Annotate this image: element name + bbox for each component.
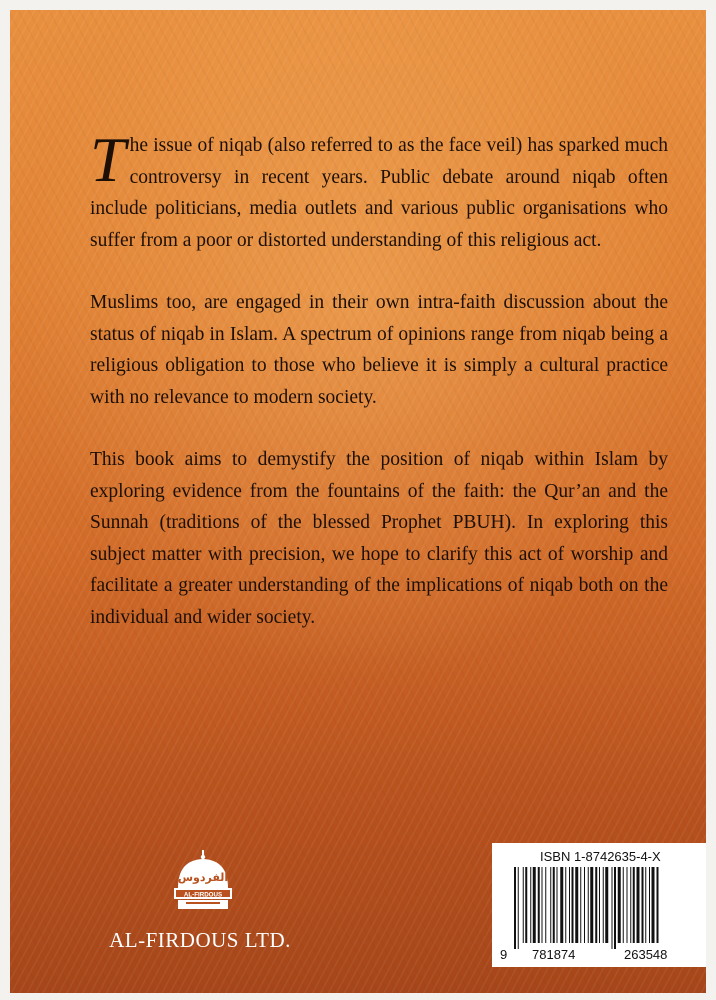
barcode-bar bbox=[652, 867, 655, 943]
barcode-bar bbox=[612, 867, 613, 949]
barcode-lead-digit: 9 bbox=[500, 947, 508, 962]
book-back-cover bbox=[10, 10, 706, 993]
barcode-bar bbox=[599, 867, 600, 943]
barcode-bar bbox=[645, 867, 646, 943]
barcode-bars bbox=[492, 843, 706, 967]
publisher-logo bbox=[168, 848, 238, 918]
barcode-bar bbox=[538, 867, 540, 943]
blurb-paragraph-1 bbox=[90, 124, 668, 256]
isbn-label: ISBN 1-8742635-4-X bbox=[540, 849, 661, 864]
publisher-block bbox=[72, 848, 328, 968]
barcode-bar bbox=[642, 867, 644, 943]
barcode-bar bbox=[565, 867, 566, 943]
isbn-barcode bbox=[492, 843, 706, 967]
barcode-bar bbox=[584, 867, 585, 943]
barcode-bar bbox=[523, 867, 524, 943]
blurb-paragraph-2: Muslims too, are engaged in their own intra-faith discussion about the status of niqab in Islam. A spectrum of opinions range from niqab being a religious obligation to those who believe it is simply a cultural practice with no relevance to modern society. bbox=[90, 292, 668, 408]
barcode-bar bbox=[572, 867, 574, 943]
barcode-right-digits: 263548 bbox=[624, 947, 668, 962]
barcode-bar bbox=[518, 867, 519, 949]
barcode-bar bbox=[637, 867, 640, 943]
barcode-bar bbox=[603, 867, 604, 943]
barcode-bar bbox=[553, 867, 555, 943]
barcode-bar bbox=[657, 867, 659, 943]
barcode-bar bbox=[590, 867, 593, 943]
publisher-name: AL-FIRDOUS LTD. bbox=[109, 928, 291, 952]
logo-banner-text: AL-FIRDOUS bbox=[183, 891, 223, 899]
barcode-bar bbox=[627, 867, 628, 943]
barcode-bar bbox=[550, 867, 551, 943]
barcode-bar bbox=[614, 867, 616, 949]
barcode-bar bbox=[545, 867, 546, 943]
barcode-bar bbox=[633, 867, 635, 943]
barcode-left-digits: 781874 bbox=[532, 947, 576, 962]
barcode-bar bbox=[595, 867, 597, 943]
barcode-bar bbox=[623, 867, 624, 943]
barcode-bar bbox=[533, 867, 536, 943]
barcode-bar bbox=[560, 867, 563, 943]
barcode-bar bbox=[580, 867, 581, 943]
drop-cap: T bbox=[90, 124, 126, 195]
paragraph-1-text: he issue of niqab (also referred to as the face veil) has sparked much controversy in recent years. Public debate around niqab often include politicians, media outlets and various public organisations who suffer from a poor or distorted understanding of this religious act. bbox=[90, 135, 668, 251]
blurb-text bbox=[90, 124, 668, 664]
barcode-bar bbox=[542, 867, 543, 943]
barcode-bar bbox=[530, 867, 531, 943]
barcode-bar bbox=[618, 867, 621, 943]
barcode-bar bbox=[525, 867, 527, 943]
barcode-bar bbox=[605, 867, 608, 943]
barcode-bar bbox=[630, 867, 631, 943]
barcode-bar bbox=[649, 867, 650, 943]
barcode-bar bbox=[514, 867, 516, 949]
barcode-bar bbox=[588, 867, 589, 943]
logo-arabic-text: الفردوس bbox=[177, 871, 229, 884]
barcode-bar bbox=[569, 867, 570, 943]
blurb-paragraph-3: This book aims to demystify the position of niqab within Islam by exploring evidence from the fountains of the faith: the Qur’an and the Sunnah (traditions of the blessed Prophet PBUH). In exploring this subject matter with precision, we hope to clarify this act of worship and facilitate a greater understanding of the implications of niqab both on the individual and wider society. bbox=[90, 449, 668, 628]
barcode-bar bbox=[575, 867, 578, 943]
barcode-bar bbox=[557, 867, 558, 943]
